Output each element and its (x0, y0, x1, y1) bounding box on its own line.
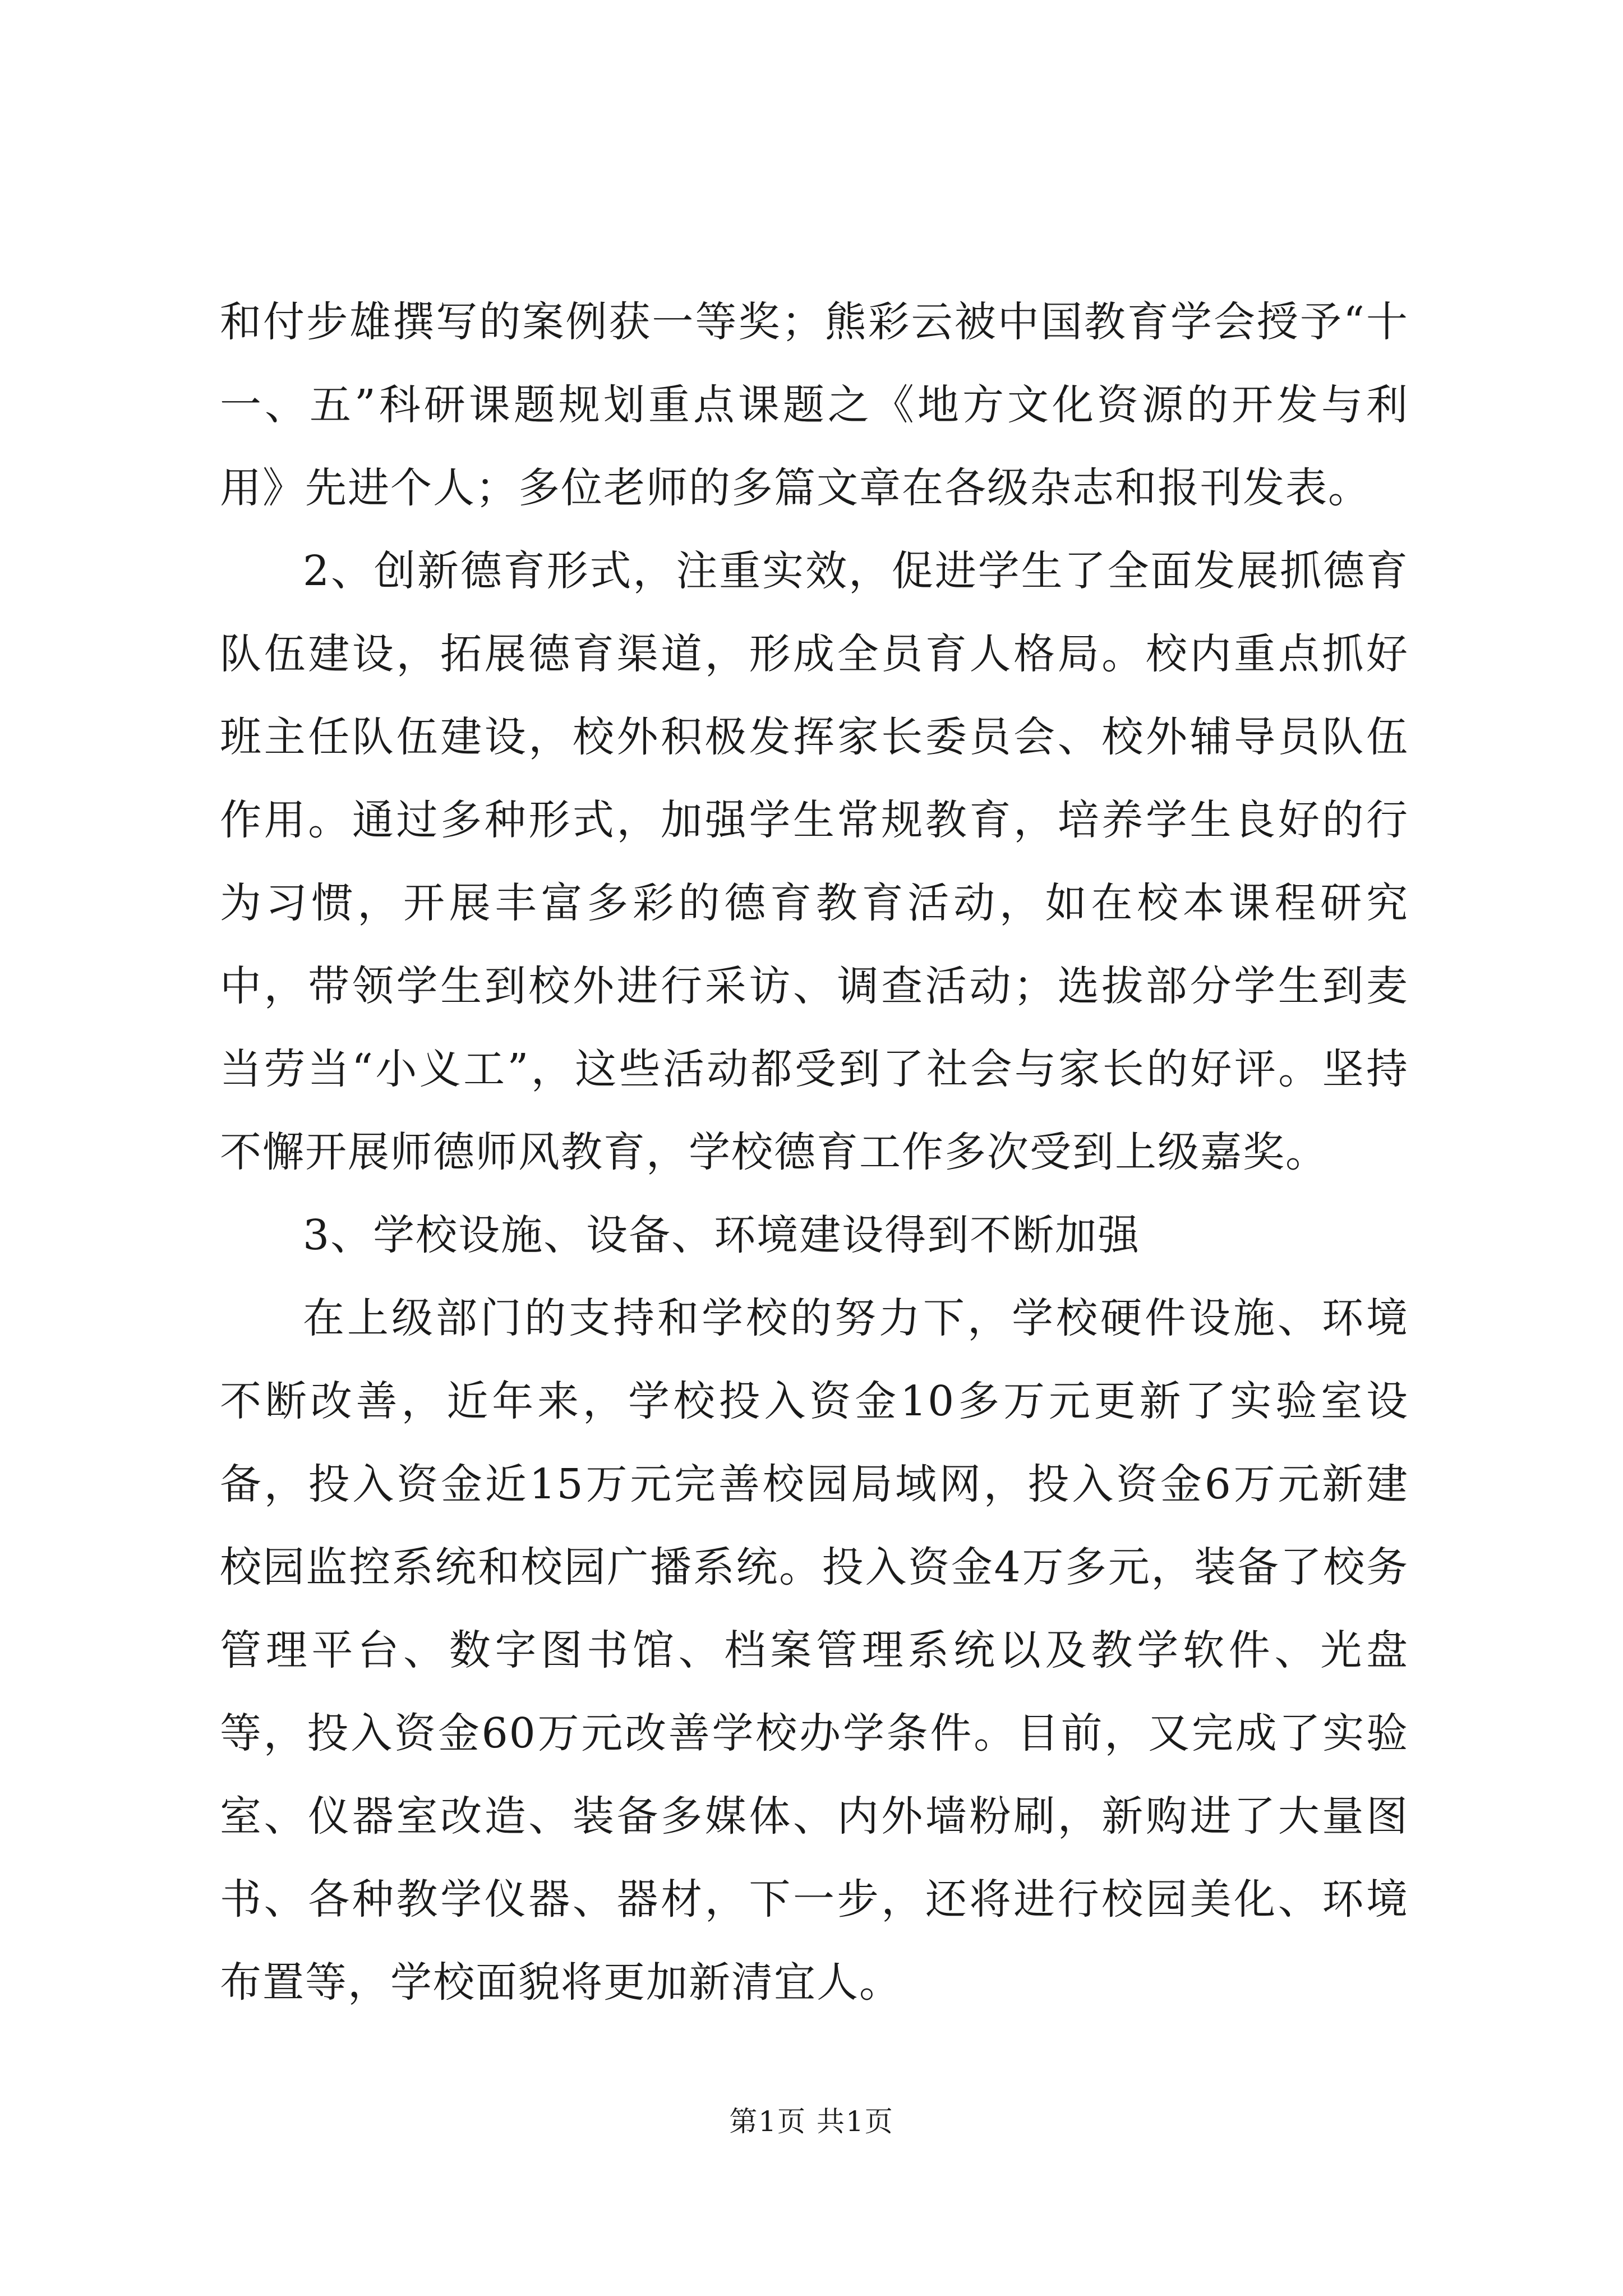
paragraph-facilities-investment: 在上级部门的支持和学校的努力下，学校硬件设施、环境不断改善，近年来，学校投入资金10多万元更新了实验室设备，投入资金近15万元完善校园局域网，投入资金6万元新建校园监控系统和校园广播系统。投入资金4万多元，装备了校务管理平台、数字图书馆、档案管理系统以及教学软件、光盘等，投入资金60万元改善学校办学条件。目前，又完成了实验室、仪器室改造、装备多媒体、内外墙粉刷，新购进了大量图书、各种教学仪器、器材，下一步，还将进行校园美化、环境布置等，学校面貌将更加新清宜人。 (220, 1294, 1409, 2007)
section-heading-facilities: 3、学校设施、设备、环境建设得到不断加强 (303, 1211, 1141, 1259)
document-body (220, 280, 1409, 2024)
paragraph-awards-continuation: 和付步雄撰写的案例获一等奖；熊彩云被中国教育学会授予“十一、五”科研课题规划重点课题之《地方文化资源的开发与利用》先进个人；多位老师的多篇文章在各级杂志和报刊发表。 (220, 298, 1409, 512)
page-footer (0, 2105, 1623, 2138)
paragraph-moral-education: 2、创新德育形式，注重实效，促进学生了全面发展抓德育队伍建设，拓展德育渠道，形成全员育人格局。校内重点抓好班主任队伍建设，校外积极发挥家长委员会、校外辅导员队伍作用。通过多种形式，加强学生常规教育，培养学生良好的行为习惯，开展丰富多彩的德育教育活动，如在校本课程研究中，带领学生到校外进行采访、调查活动；选拔部分学生到麦当劳当“小义工”，这些活动都受到了社会与家长的好评。坚持不懈开展师德师风教育，学校德育工作多次受到上级嘉奖。 (220, 547, 1409, 1176)
page-number-label: 第1页 共1页 (729, 2105, 894, 2138)
